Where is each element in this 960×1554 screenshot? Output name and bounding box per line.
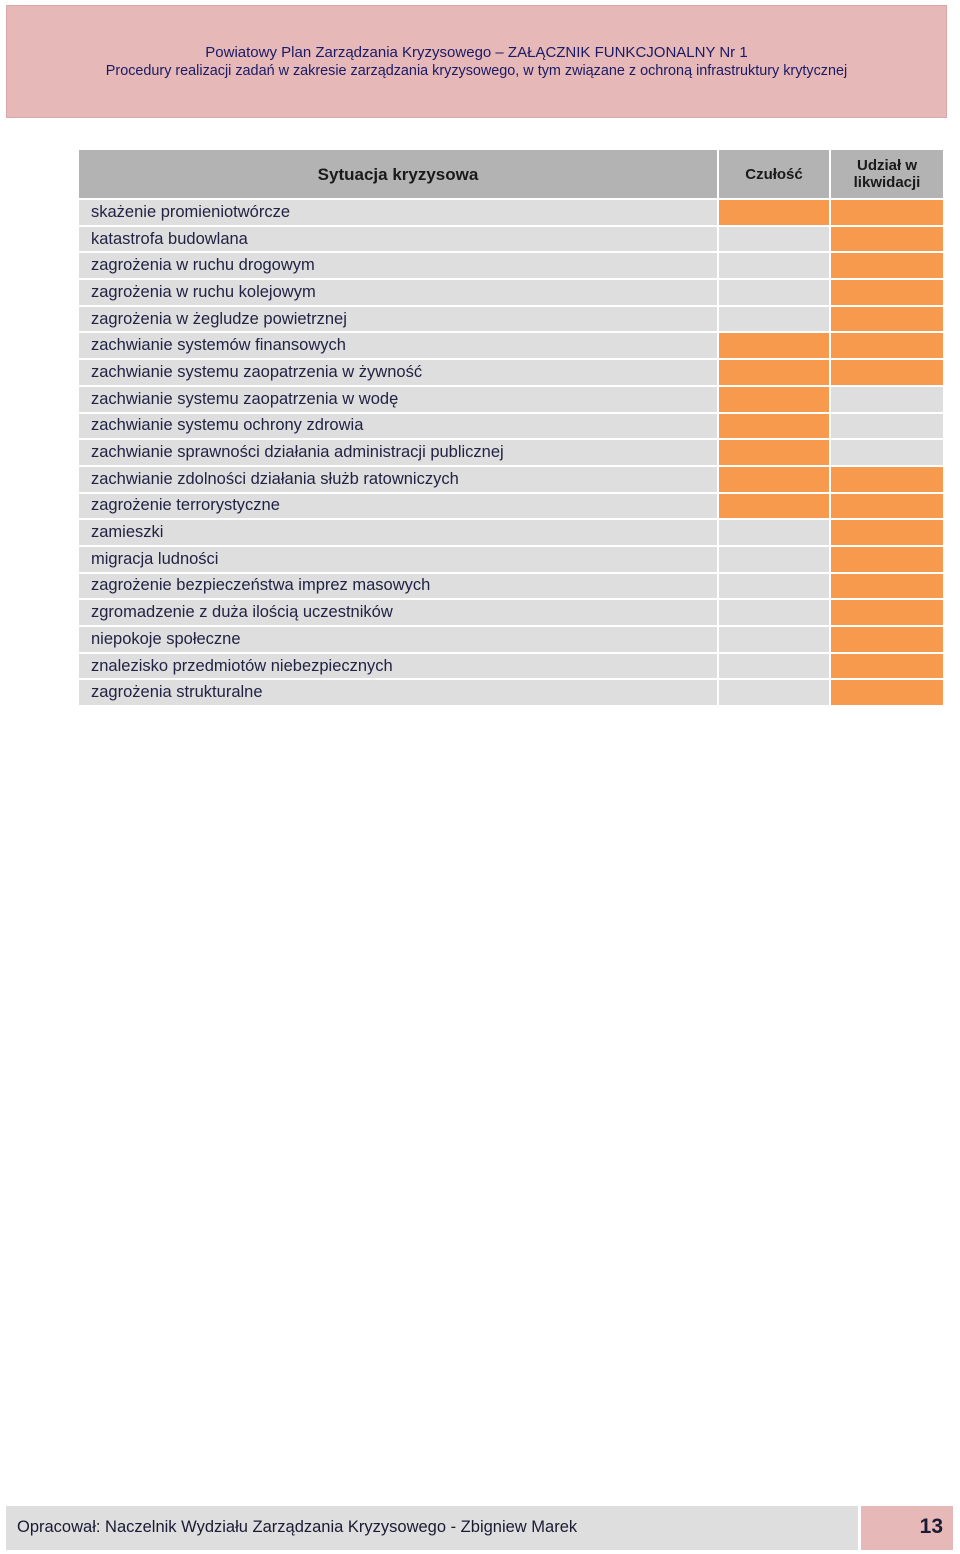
- table-row: [79, 467, 943, 492]
- situation-name: znalezisko przedmiotów niebezpiecznych: [79, 654, 717, 679]
- footer-author: Opracował: Naczelnik Wydziału Zarządzania Kryzysowego - Zbigniew Marek: [17, 1518, 578, 1536]
- situation-name: niepokoje społeczne: [79, 627, 717, 652]
- sensitivity-cell-orange: [719, 200, 829, 225]
- participation-cell-orange: [831, 654, 943, 679]
- table-row: [79, 627, 943, 652]
- participation-cell-orange: [831, 627, 943, 652]
- situation-name: zachwianie systemów finansowych: [79, 333, 717, 358]
- table-row: [79, 387, 943, 412]
- footer-page-box: [861, 1506, 953, 1550]
- table-row: [79, 600, 943, 625]
- table-row: [79, 414, 943, 439]
- participation-cell-orange: [831, 680, 943, 705]
- sensitivity-cell-grey: [719, 547, 829, 572]
- table-row: [79, 307, 943, 332]
- situation-name: skażenie promieniotwórcze: [79, 200, 717, 225]
- sensitivity-cell-orange: [719, 387, 829, 412]
- participation-cell-orange: [831, 307, 943, 332]
- sensitivity-cell-grey: [719, 574, 829, 599]
- table-row: [79, 520, 943, 545]
- situation-name: zagrożenia strukturalne: [79, 680, 717, 705]
- sensitivity-cell-orange: [719, 440, 829, 465]
- situation-name: zachwianie systemu ochrony zdrowia: [79, 414, 717, 439]
- sensitivity-cell-grey: [719, 627, 829, 652]
- sensitivity-cell-grey: [719, 280, 829, 305]
- table-header-row: [79, 150, 943, 198]
- situation-name: zagrożenie bezpieczeństwa imprez masowych: [79, 574, 717, 599]
- table-row: [79, 253, 943, 278]
- header-title: Powiatowy Plan Zarządzania Kryzysowego – ZAŁĄCZNIK FUNKCJONALNY Nr 1: [205, 44, 748, 61]
- participation-cell-orange: [831, 600, 943, 625]
- column-header-situation: Sytuacja kryzysowa: [79, 150, 717, 198]
- crisis-table: [77, 148, 945, 707]
- situation-name: zachwianie sprawności działania administracji publicznej: [79, 440, 717, 465]
- table-row: [79, 200, 943, 225]
- table-row: [79, 280, 943, 305]
- situation-name: zagrożenia w ruchu drogowym: [79, 253, 717, 278]
- table-row: [79, 494, 943, 519]
- situation-name: zagrożenia w ruchu kolejowym: [79, 280, 717, 305]
- situation-name: zagrożenie terrorystyczne: [79, 494, 717, 519]
- header-subtitle: Procedury realizacji zadań w zakresie zarządzania kryzysowego, w tym związane z ochroną infrastruktury krytycznej: [105, 63, 848, 79]
- participation-cell-orange: [831, 280, 943, 305]
- sensitivity-cell-grey: [719, 680, 829, 705]
- sensitivity-cell-grey: [719, 307, 829, 332]
- participation-cell-orange: [831, 227, 943, 252]
- situation-name: zachwianie zdolności działania służb ratowniczych: [79, 467, 717, 492]
- sensitivity-cell-grey: [719, 600, 829, 625]
- situation-name: zamieszki: [79, 520, 717, 545]
- table-row: [79, 227, 943, 252]
- footer-author-bar: [6, 1506, 858, 1550]
- participation-cell-orange: [831, 253, 943, 278]
- sensitivity-cell-orange: [719, 360, 829, 385]
- table-row: [79, 574, 943, 599]
- sensitivity-cell-orange: [719, 414, 829, 439]
- situation-name: zachwianie systemu zaopatrzenia w żywność: [79, 360, 717, 385]
- participation-cell-orange: [831, 360, 943, 385]
- table-body: [79, 200, 943, 705]
- sensitivity-cell-grey: [719, 520, 829, 545]
- situation-name: zagrożenia w żegludze powietrznej: [79, 307, 717, 332]
- participation-cell-grey: [831, 387, 943, 412]
- participation-cell-orange: [831, 494, 943, 519]
- participation-cell-orange: [831, 574, 943, 599]
- document-header: [6, 5, 947, 118]
- table-row: [79, 360, 943, 385]
- situation-name: zgromadzenie z duża ilością uczestników: [79, 600, 717, 625]
- table-row: [79, 440, 943, 465]
- table-row: [79, 654, 943, 679]
- column-header-participation: Udział w likwidacji: [831, 150, 943, 198]
- participation-cell-orange: [831, 200, 943, 225]
- participation-cell-orange: [831, 520, 943, 545]
- participation-cell-orange: [831, 467, 943, 492]
- column-header-sensitivity: Czułość: [719, 150, 829, 198]
- table-row: [79, 547, 943, 572]
- sensitivity-cell-orange: [719, 333, 829, 358]
- sensitivity-cell-orange: [719, 467, 829, 492]
- participation-cell-grey: [831, 440, 943, 465]
- situation-name: migracja ludności: [79, 547, 717, 572]
- situation-name: katastrofa budowlana: [79, 227, 717, 252]
- sensitivity-cell-grey: [719, 227, 829, 252]
- sensitivity-cell-grey: [719, 253, 829, 278]
- participation-cell-orange: [831, 333, 943, 358]
- situation-name: zachwianie systemu zaopatrzenia w wodę: [79, 387, 717, 412]
- table-row: [79, 680, 943, 705]
- table-row: [79, 333, 943, 358]
- sensitivity-cell-orange: [719, 494, 829, 519]
- page-number: 13: [919, 1515, 943, 1538]
- sensitivity-cell-grey: [719, 654, 829, 679]
- participation-cell-grey: [831, 414, 943, 439]
- participation-cell-orange: [831, 547, 943, 572]
